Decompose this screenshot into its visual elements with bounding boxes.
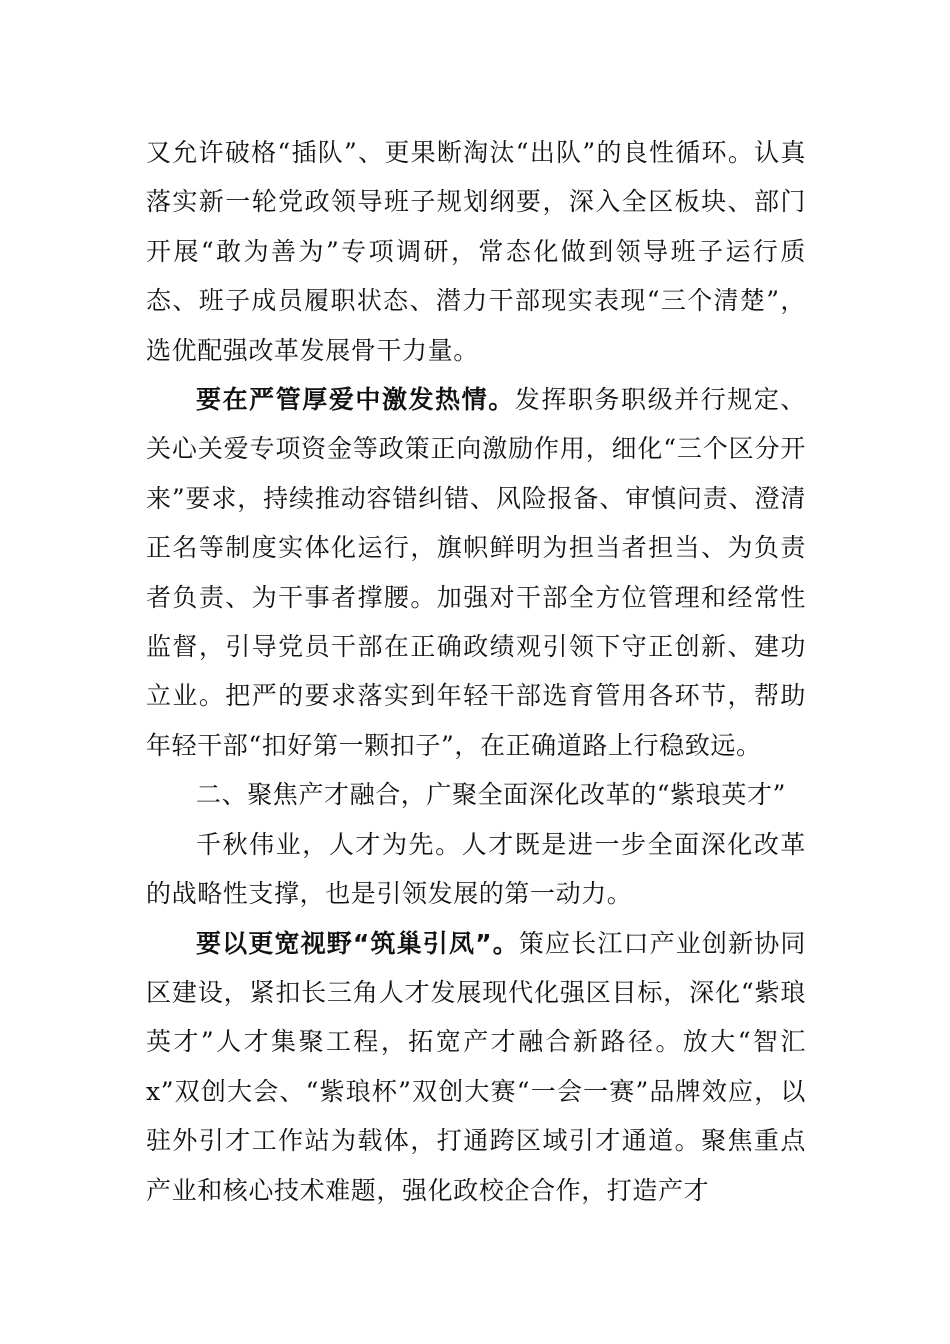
section-heading xyxy=(146,770,806,819)
paragraph-text: 千秋伟业，人才为先。人才既是进一步全面深化改革的战略性支撑，也是引领发展的第一动力。 xyxy=(146,829,806,909)
paragraph-text: 又允许破格“插队”、更果断淘汰“出队”的良性循环。认真落实新一轮党政领导班子规划纲要，深入全区板块、部门开展“敢为善为”专项调研，常态化做到领导班子运行质态、班子成员履职状态、潜力干部现实表现“三个清楚”，选优配强改革发展骨干力量。 xyxy=(146,138,806,365)
paragraph-talent-intro xyxy=(146,820,806,919)
paragraph-lead: 要以更宽视野“筑巢引凤”。 xyxy=(196,928,519,958)
document-body xyxy=(146,128,806,1215)
paragraph-wider-vision xyxy=(146,919,806,1215)
paragraph-text: 发挥职务职级并行规定、关心关爱专项资金等政策正向激励作用，细化“三个区分开来”要求，持续推动容错纠错、风险报备、审慎问责、澄清正名等制度实体化运行，旗帜鲜明为担当者担当、为负责者负责、为干事者撑腰。加强对干部全方位管理和经常性监督，引导党员干部在正确政绩观引领下守正创新、建功立业。把严的要求落实到年轻干部选育管用各环节，帮助年轻干部“扣好第一颗扣子”，在正确道路上行稳致远。 xyxy=(146,385,806,760)
paragraph-text: 策应长江口产业创新协同区建设，紧扣长三角人才发展现代化强区目标，深化“紫琅英才”人才集聚工程，拓宽产才融合新路径。放大“智汇 x”双创大会、“紫琅杯”双创大赛“一会一赛”品牌效应，以驻外引才工作站为载体，打通跨区域引才通道。聚焦重点产业和核心技术难题，强化政校企合作，打造产才 xyxy=(146,928,806,1205)
paragraph-lead: 要在严管厚爱中激发热情。 xyxy=(196,385,515,415)
paragraph-continuation xyxy=(146,128,806,375)
section-heading-text: 二、聚焦产才融合，广聚全面深化改革的“紫琅英才” xyxy=(196,780,786,810)
paragraph-strict-care xyxy=(146,375,806,770)
